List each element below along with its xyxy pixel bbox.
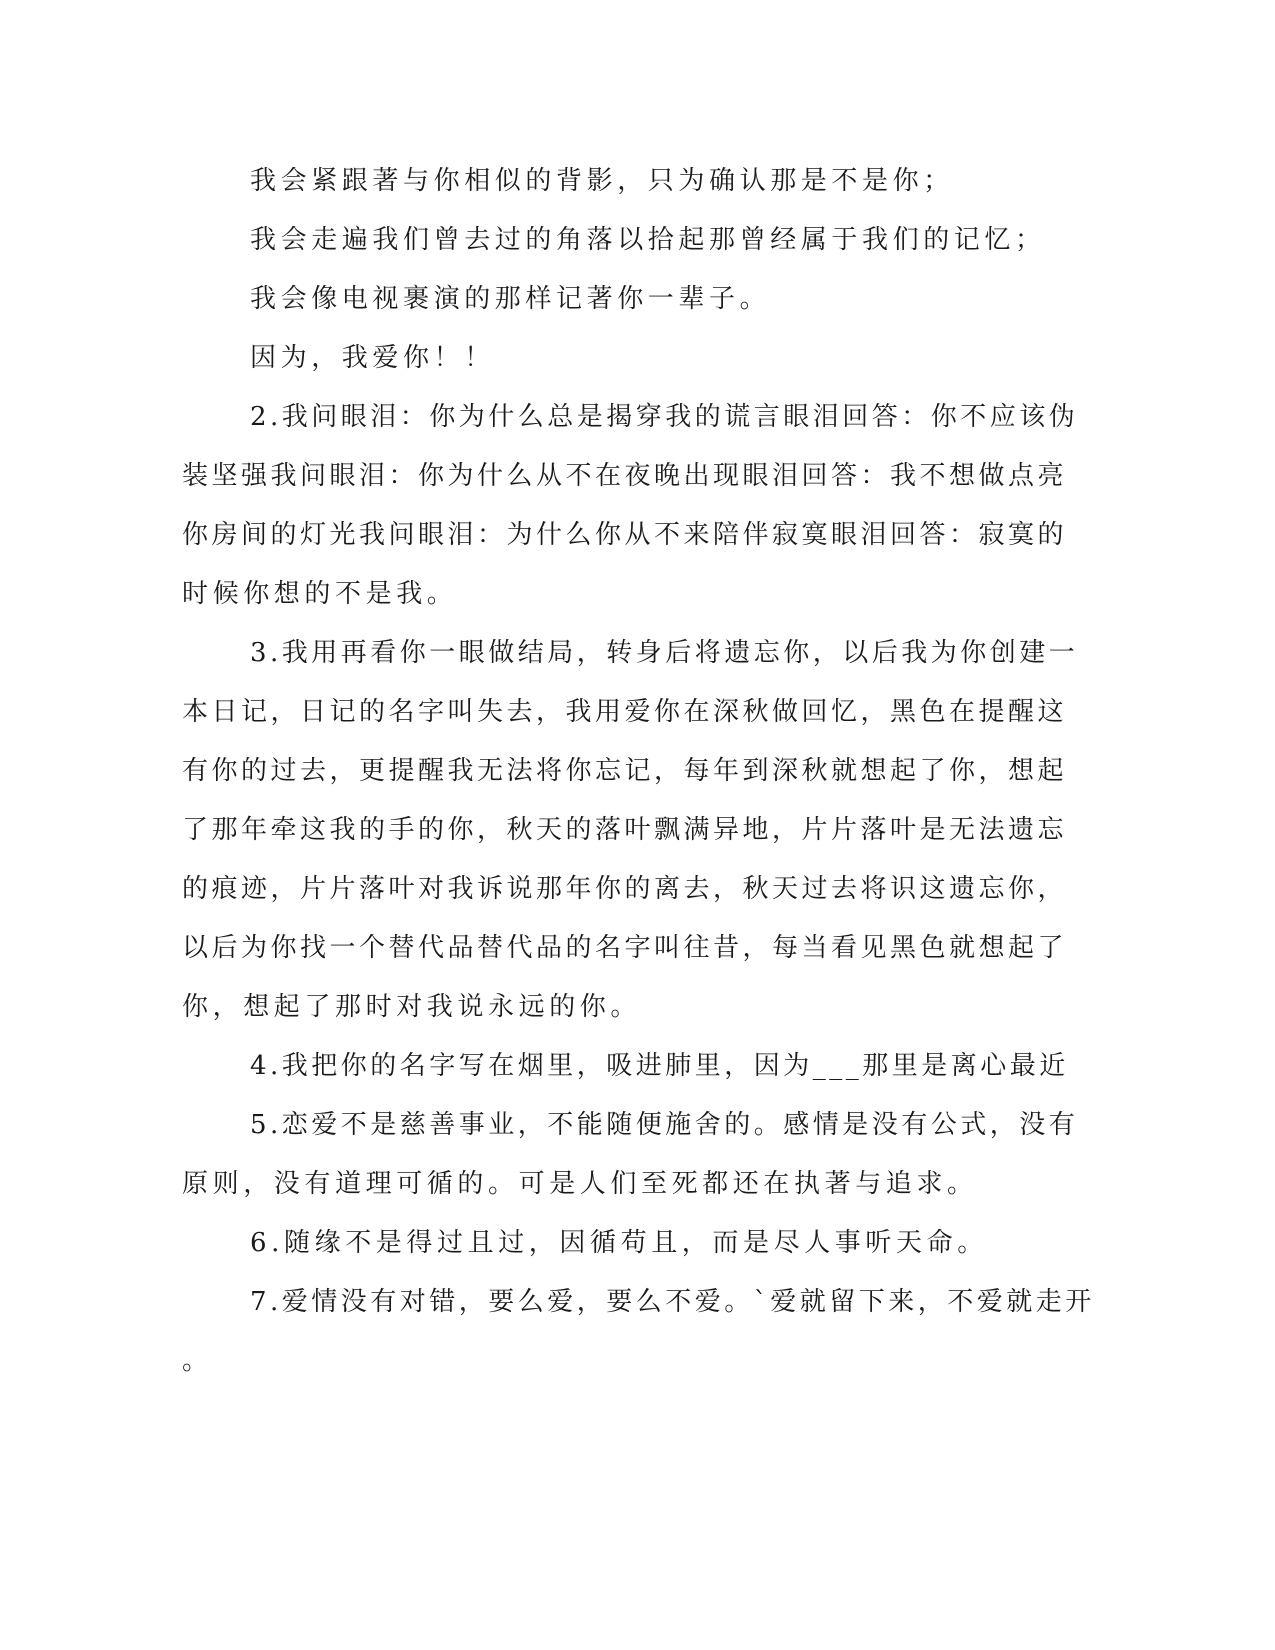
paragraph-7-line-1: 7.爱情没有对错，要么爱，要么不爱。`爱就留下来，不爱就走开 bbox=[250, 1287, 1095, 1317]
paragraph-2-line-1: 2.我问眼泪：你为什么总是揭穿我的谎言眼泪回答：你不应该伪 bbox=[250, 402, 1079, 432]
text-line: 因为，我爱你！！ bbox=[250, 343, 495, 373]
text-line: 我会走遍我们曾去过的角落以拾起那曾经属于我们的记忆； bbox=[250, 225, 1046, 255]
paragraph-3-line-2: 本日记，日记的名字叫失去，我用爱你在深秋做回忆，黑色在提醒这 bbox=[182, 697, 1068, 727]
paragraph-3-line-3: 有你的过去，更提醒我无法将你忘记，每年到深秋就想起了你，想起 bbox=[182, 756, 1068, 786]
paragraph-3-line-7: 你，想起了那时对我说永远的你。 bbox=[182, 992, 642, 1022]
paragraph-3-line-4: 了那年牵这我的手的你，秋天的落叶飘满异地，片片落叶是无法遗忘 bbox=[182, 815, 1068, 845]
paragraph-6-line-1: 6.随缘不是得过且过，因循苟且，而是尽人事听天命。 bbox=[250, 1228, 988, 1258]
paragraph-3-line-1: 3.我用再看你一眼做结局，转身后将遗忘你，以后我为你创建一 bbox=[250, 638, 1079, 668]
paragraph-5-line-2: 原则，没有道理可循的。可是人们至死都还在执著与追求。 bbox=[182, 1169, 978, 1199]
paragraph-4-line-1: 4.我把你的名字写在烟里，吸进肺里，因为___那里是离心最近 bbox=[250, 1051, 1069, 1081]
paragraph-2-line-3: 你房间的灯光我问眼泪：为什么你从不来陪伴寂寞眼泪回答：寂寞的 bbox=[182, 520, 1068, 550]
paragraph-3-line-6: 以后为你找一个替代品替代品的名字叫往昔，每当看见黑色就想起了 bbox=[182, 933, 1068, 963]
paragraph-2-line-4: 时候你想的不是我。 bbox=[182, 579, 458, 609]
paragraph-3-line-5: 的痕迹，片片落叶对我诉说那年你的离去，秋天过去将识这遗忘你， bbox=[182, 874, 1068, 904]
paragraph-5-line-1: 5.恋爱不是慈善事业，不能随便施舍的。感情是没有公式，没有 bbox=[250, 1110, 1079, 1140]
text-line: 我会紧跟著与你相似的背影，只为确认那是不是你； bbox=[250, 166, 954, 196]
paragraph-7-line-2: 。 bbox=[182, 1346, 213, 1376]
paragraph-2-line-2: 装坚强我问眼泪：你为什么从不在夜晚出现眼泪回答：我不想做点亮 bbox=[182, 461, 1068, 491]
text-line: 我会像电视裹演的那样记著你一辈子。 bbox=[250, 284, 771, 314]
